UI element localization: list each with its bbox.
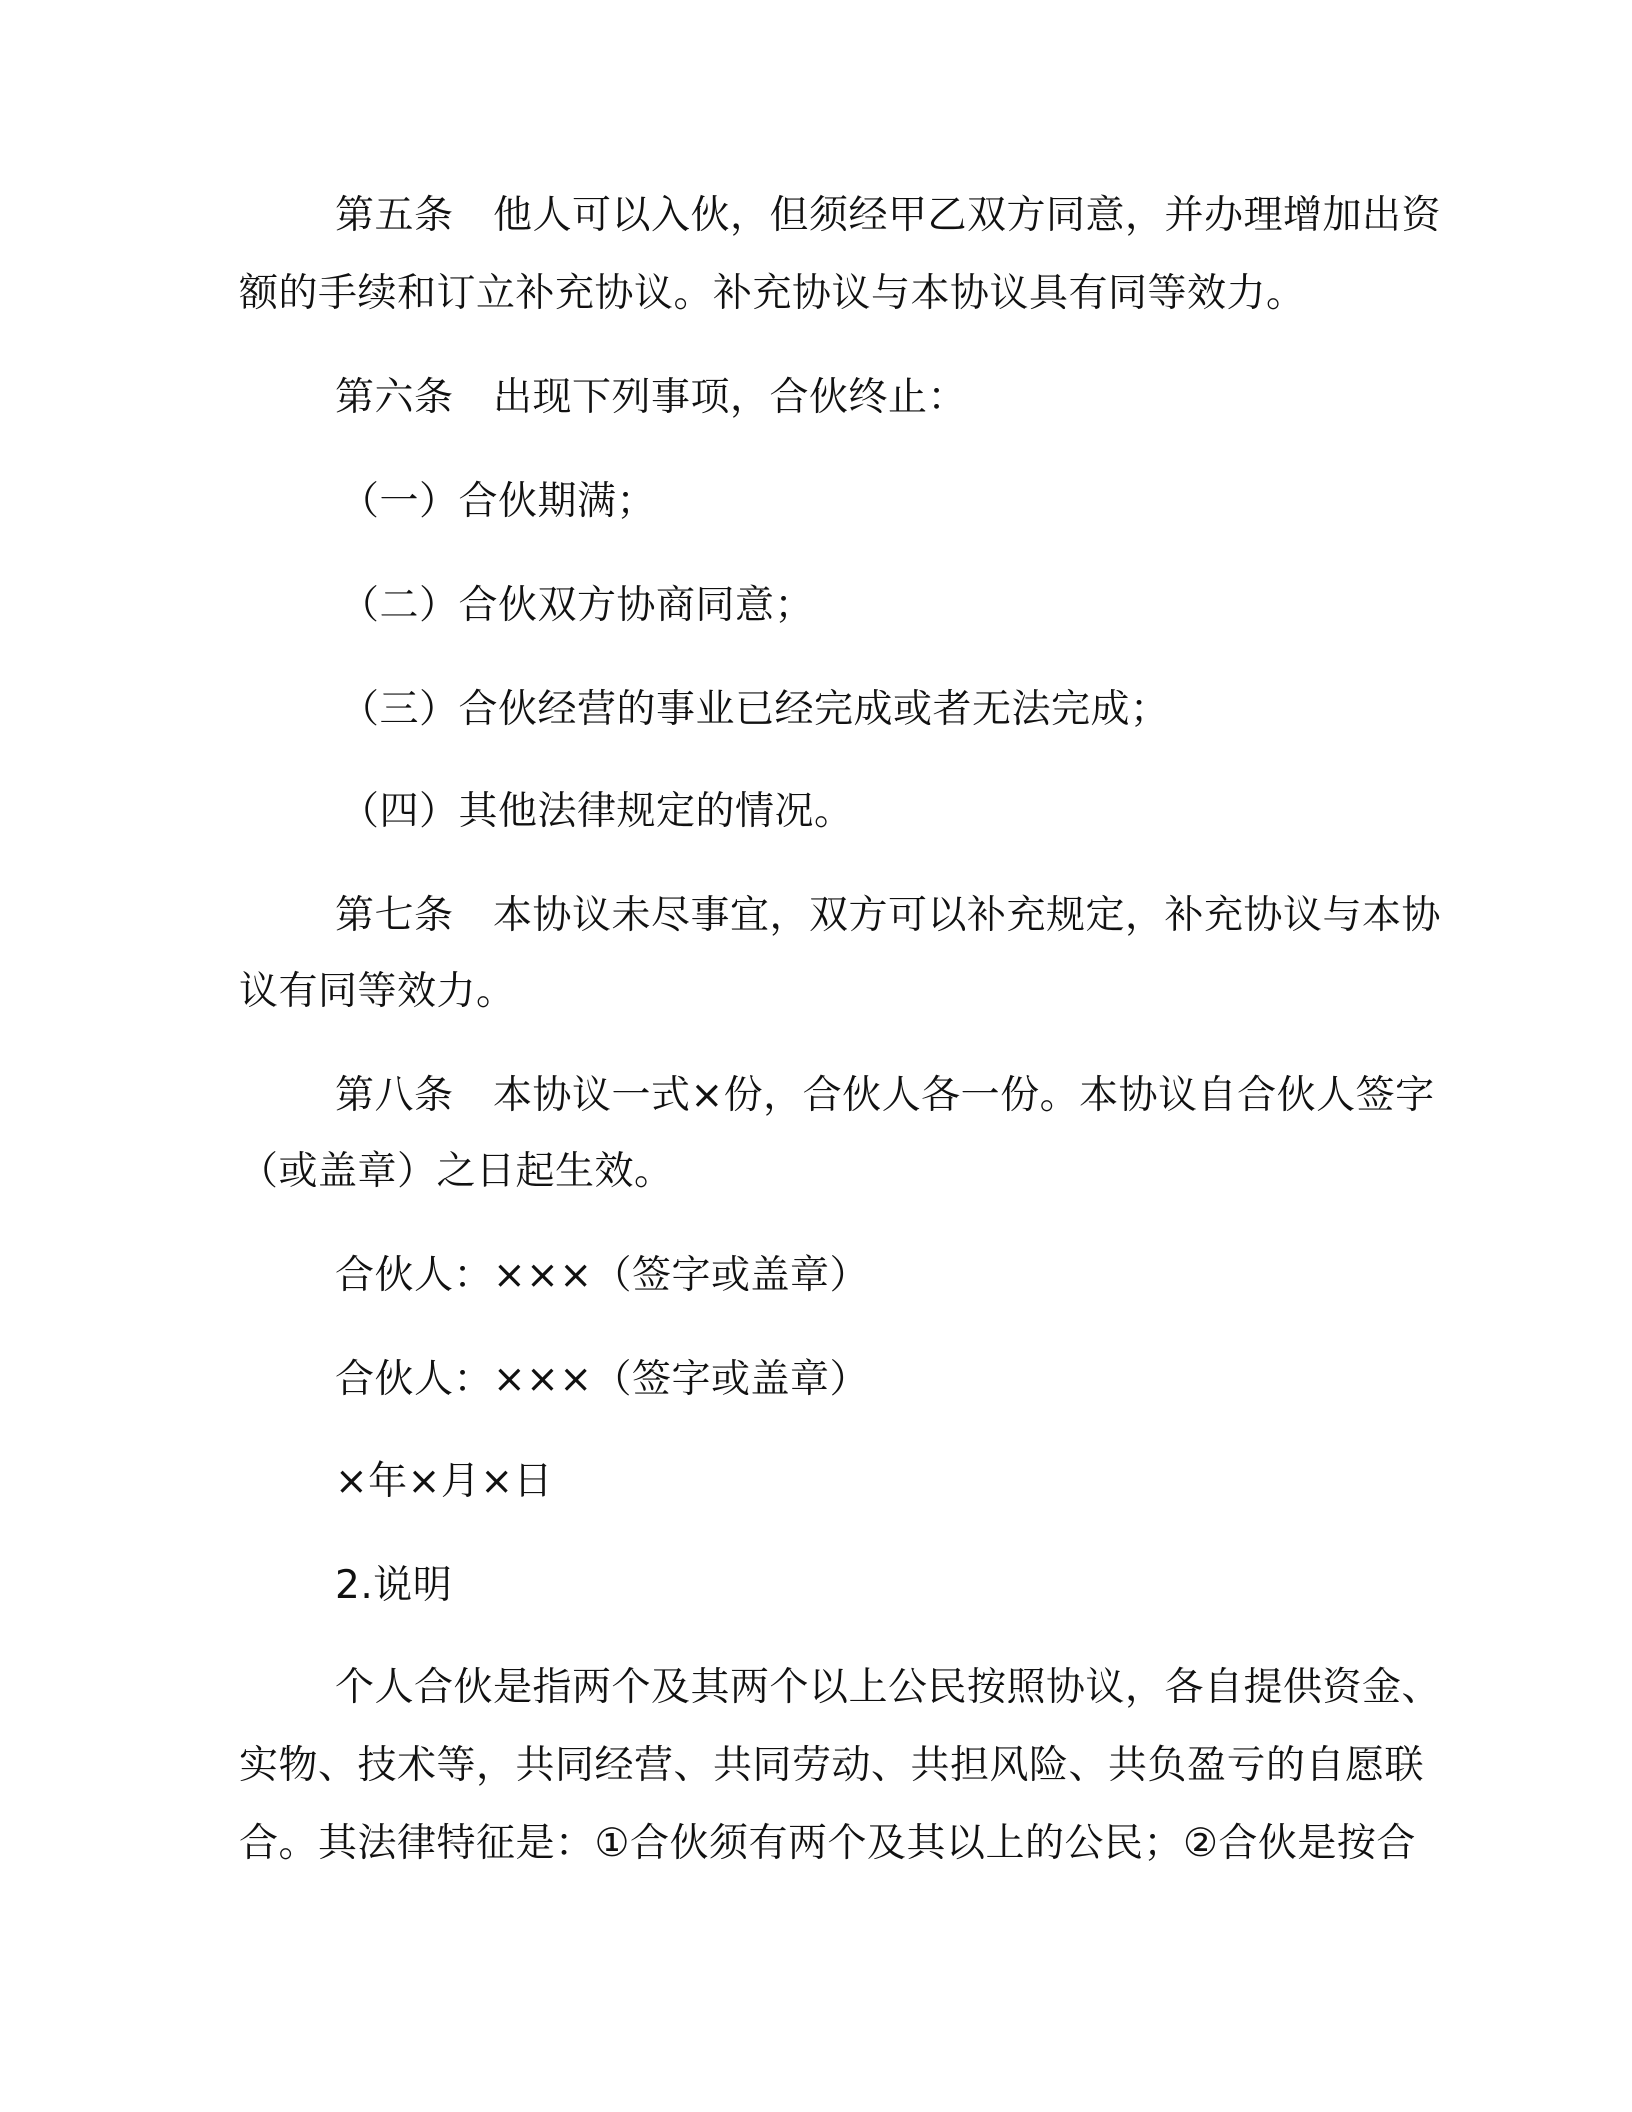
article-6-heading: 第六条 出现下列事项，合伙终止： [335,375,968,420]
article-6-item-1: （一）合伙期满； [340,479,657,524]
article-8-line-2: （或盖章）之日起生效。 [239,1149,674,1194]
signing-date: ×年×月×日 [335,1459,554,1504]
partner-signature-1: 合伙人：×××（签字或盖章） [335,1253,870,1298]
section-heading-explanation: 2.说明 [335,1563,453,1608]
article-6-item-3: （三）合伙经营的事业已经完成或者无法完成； [340,687,1170,732]
explanation-line-2: 实物、技术等，共同经营、共同劳动、共担风险、共负盈亏的自愿联 [239,1743,1425,1788]
explanation-line-1: 个人合伙是指两个及其两个以上公民按照协议，各自提供资金、 [335,1665,1442,1710]
article-6-item-4: （四）其他法律规定的情况。 [340,789,854,834]
explanation-line-3: 合。其法律特征是：①合伙须有两个及其以上的公民；②合伙是按合 [239,1821,1416,1866]
article-8-line-1: 第八条 本协议一式×份，合伙人各一份。本协议自合伙人签字 [335,1073,1435,1118]
article-6-item-2: （二）合伙双方协商同意； [340,583,815,628]
article-7-line-1: 第七条 本协议未尽事宜，双方可以补充规定，补充协议与本协 [335,893,1442,938]
article-5-line-1: 第五条 他人可以入伙，但须经甲乙双方同意，并办理增加出资 [335,193,1442,238]
partner-signature-2: 合伙人：×××（签字或盖章） [335,1357,870,1402]
article-5-line-2: 额的手续和订立补充协议。补充协议与本协议具有同等效力。 [239,271,1306,316]
article-7-line-2: 议有同等效力。 [239,969,516,1014]
